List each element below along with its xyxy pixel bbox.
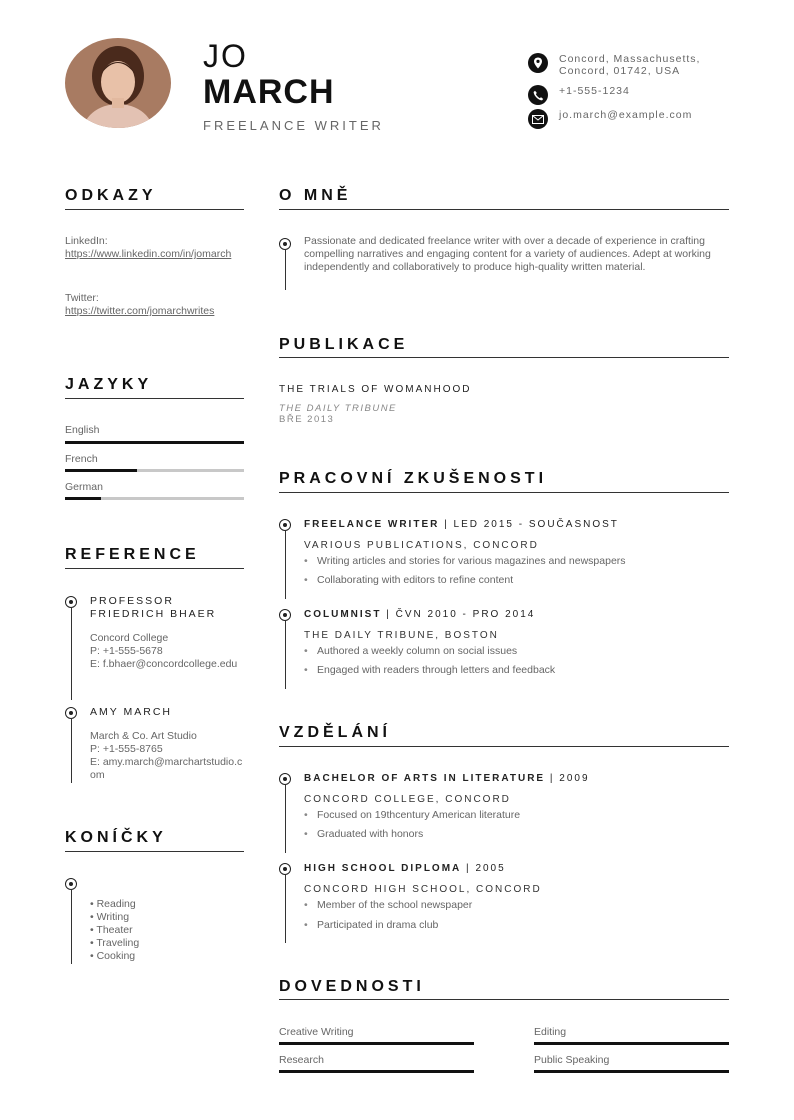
timeline-dot-icon bbox=[279, 238, 291, 250]
link-twitter-url[interactable]: https://twitter.com/jomarchwrites bbox=[65, 305, 215, 317]
timeline-line bbox=[285, 250, 286, 290]
references-heading: REFERENCE bbox=[65, 546, 200, 563]
about-heading: O MNĚ bbox=[279, 187, 352, 204]
hobby-item: • Reading bbox=[90, 898, 136, 910]
skill-bar bbox=[534, 1070, 729, 1073]
contact-address-text: Concord, Massachusetts, Concord, 01742, USA bbox=[559, 53, 701, 77]
timeline-dot-icon bbox=[279, 863, 291, 875]
timeline-dot-icon bbox=[279, 609, 291, 621]
hobbies-divider bbox=[65, 851, 244, 852]
job-2-company: THE DAILY TRIBUNE, BOSTON bbox=[304, 630, 499, 641]
link-linkedin bbox=[65, 235, 244, 261]
skills-divider bbox=[279, 999, 729, 1000]
timeline-line bbox=[285, 531, 286, 599]
contact-email-text: jo.march@example.com bbox=[559, 109, 693, 121]
skill-bar bbox=[279, 1070, 474, 1073]
job-title: FREELANCE WRITER bbox=[203, 118, 384, 133]
language-german: German bbox=[65, 481, 103, 493]
timeline-dot-icon bbox=[65, 596, 77, 608]
contact-phone-text: +1-555-1234 bbox=[559, 85, 630, 97]
separator: | bbox=[386, 609, 391, 620]
timeline-line bbox=[71, 719, 72, 783]
publication-date: BŘE 2013 bbox=[279, 414, 335, 425]
hobby-item: • Writing bbox=[90, 911, 130, 923]
language-german-level bbox=[65, 497, 101, 500]
reference-2-email: E: amy.march@marchartstudio.com bbox=[90, 756, 243, 781]
job-2-role: COLUMNIST bbox=[304, 609, 382, 620]
first-name: JO bbox=[203, 38, 248, 74]
job-1-role: FREELANCE WRITER bbox=[304, 519, 440, 530]
edu-2-year: 2005 bbox=[475, 863, 506, 874]
job-1-bullet: • Writing articles and stories for various magazines and newspapers bbox=[317, 555, 626, 567]
job-1-bullet: • Collaborating with editors to refine content bbox=[317, 574, 513, 586]
contact-email bbox=[528, 109, 729, 129]
reference-1-name: PROFESSOR FRIEDRICH BHAER bbox=[90, 595, 217, 620]
reference-2-details bbox=[90, 730, 244, 782]
about-text: Passionate and dedicated freelance writer with over a decade of experience in crafting compelling narratives and engaging content for a variety of audiences. Adept at working independently and collaboratively to produce high-quality written material. bbox=[304, 235, 711, 273]
reference-1-details bbox=[90, 632, 244, 671]
job-2-bullet: • Authored a weekly column on social issues bbox=[317, 645, 517, 657]
language-english-level bbox=[65, 441, 244, 444]
language-english: English bbox=[65, 424, 100, 436]
skill-bar bbox=[279, 1042, 474, 1045]
portrait-image bbox=[65, 38, 171, 128]
link-twitter-label: Twitter: bbox=[65, 292, 99, 304]
links-divider bbox=[65, 209, 244, 210]
location-pin-icon bbox=[528, 53, 548, 73]
edu-1-bullet: • Focused on 19thcentury American literature bbox=[317, 809, 520, 821]
job-1-period: LED 2015 - SOUČASNOST bbox=[453, 519, 619, 530]
skill-label: Research bbox=[279, 1054, 324, 1066]
edu-1-bullet: • Graduated with honors bbox=[317, 828, 423, 840]
timeline-line bbox=[285, 875, 286, 943]
timeline-dot-icon bbox=[65, 707, 77, 719]
edu-2-bullet: • Participated in drama club bbox=[317, 919, 438, 931]
separator: | bbox=[444, 519, 449, 530]
link-linkedin-label: LinkedIn: bbox=[65, 235, 108, 247]
hobby-item: • Cooking bbox=[90, 950, 136, 962]
job-2-period: ČVN 2010 - PRO 2014 bbox=[395, 609, 536, 620]
job-2-bullet: • Engaged with readers through letters and feedback bbox=[317, 664, 555, 676]
experience-divider bbox=[279, 492, 729, 493]
publication-publisher: THE DAILY TRIBUNE bbox=[279, 403, 397, 414]
skills-heading: DOVEDNOSTI bbox=[279, 978, 425, 995]
edu-1-header bbox=[304, 773, 590, 784]
edu-1-year: 2009 bbox=[559, 773, 590, 784]
languages-divider bbox=[65, 398, 244, 399]
reference-1-email: E: f.bhaer@concordcollege.edu bbox=[90, 658, 238, 670]
hobbies-heading: KONÍČKY bbox=[65, 829, 167, 846]
edu-2-bullet: • Member of the school newspaper bbox=[317, 899, 472, 911]
about-divider bbox=[279, 209, 729, 210]
job-1-company: VARIOUS PUBLICATIONS, CONCORD bbox=[304, 540, 539, 551]
reference-2-org: March & Co. Art Studio bbox=[90, 730, 197, 742]
link-linkedin-url[interactable]: https://www.linkedin.com/in/jomarch bbox=[65, 248, 232, 260]
references-divider bbox=[65, 568, 244, 569]
links-heading: ODKAZY bbox=[65, 187, 157, 204]
timeline-line bbox=[71, 890, 72, 964]
edu-2-degree: HIGH SCHOOL DIPLOMA bbox=[304, 863, 462, 874]
skill-label: Editing bbox=[534, 1026, 567, 1038]
skill-label: Public Speaking bbox=[534, 1054, 610, 1066]
publication-title: THE TRIALS OF WOMANHOOD bbox=[279, 384, 472, 395]
hobbies-list bbox=[90, 898, 240, 963]
education-divider bbox=[279, 746, 729, 747]
edu-1-school: CONCORD COLLEGE, CONCORD bbox=[304, 794, 511, 805]
hobby-item: • Traveling bbox=[90, 937, 140, 949]
language-french: French bbox=[65, 453, 98, 465]
timeline-dot-icon bbox=[279, 519, 291, 531]
email-icon bbox=[528, 109, 548, 129]
edu-2-header bbox=[304, 863, 506, 874]
phone-icon bbox=[528, 85, 548, 105]
languages-heading: JAZYKY bbox=[65, 376, 153, 393]
edu-2-school: CONCORD HIGH SCHOOL, CONCORD bbox=[304, 884, 542, 895]
reference-2-phone: P: +1-555-8765 bbox=[90, 743, 163, 755]
publications-heading: PUBLIKACE bbox=[279, 336, 409, 353]
publications-divider bbox=[279, 357, 729, 358]
timeline-dot-icon bbox=[279, 773, 291, 785]
language-french-level bbox=[65, 469, 137, 472]
language-english-bar bbox=[65, 441, 244, 444]
contact-phone bbox=[528, 85, 729, 105]
timeline-line bbox=[71, 608, 72, 700]
separator: | bbox=[466, 863, 471, 874]
reference-2-name: AMY MARCH bbox=[90, 706, 172, 718]
skill-bar bbox=[534, 1042, 729, 1045]
edu-1-degree: BACHELOR OF ARTS IN LITERATURE bbox=[304, 773, 546, 784]
experience-heading: PRACOVNÍ ZKUŠENOSTI bbox=[279, 470, 548, 487]
education-heading: VZDĚLÁNÍ bbox=[279, 724, 391, 741]
job-1-header bbox=[304, 519, 619, 530]
reference-1-phone: P: +1-555-5678 bbox=[90, 645, 163, 657]
timeline-line bbox=[285, 785, 286, 853]
reference-1-org: Concord College bbox=[90, 632, 169, 644]
job-2-header bbox=[304, 609, 535, 620]
hobby-item: • Theater bbox=[90, 924, 133, 936]
profile-photo bbox=[65, 38, 171, 128]
last-name: MARCH bbox=[203, 73, 335, 111]
link-twitter bbox=[65, 292, 244, 318]
timeline-line bbox=[285, 621, 286, 689]
skill-label: Creative Writing bbox=[279, 1026, 354, 1038]
language-german-bar bbox=[65, 497, 244, 500]
timeline-dot-icon bbox=[65, 878, 77, 890]
separator: | bbox=[549, 773, 555, 784]
language-french-bar bbox=[65, 469, 244, 472]
contact-address bbox=[528, 53, 729, 77]
